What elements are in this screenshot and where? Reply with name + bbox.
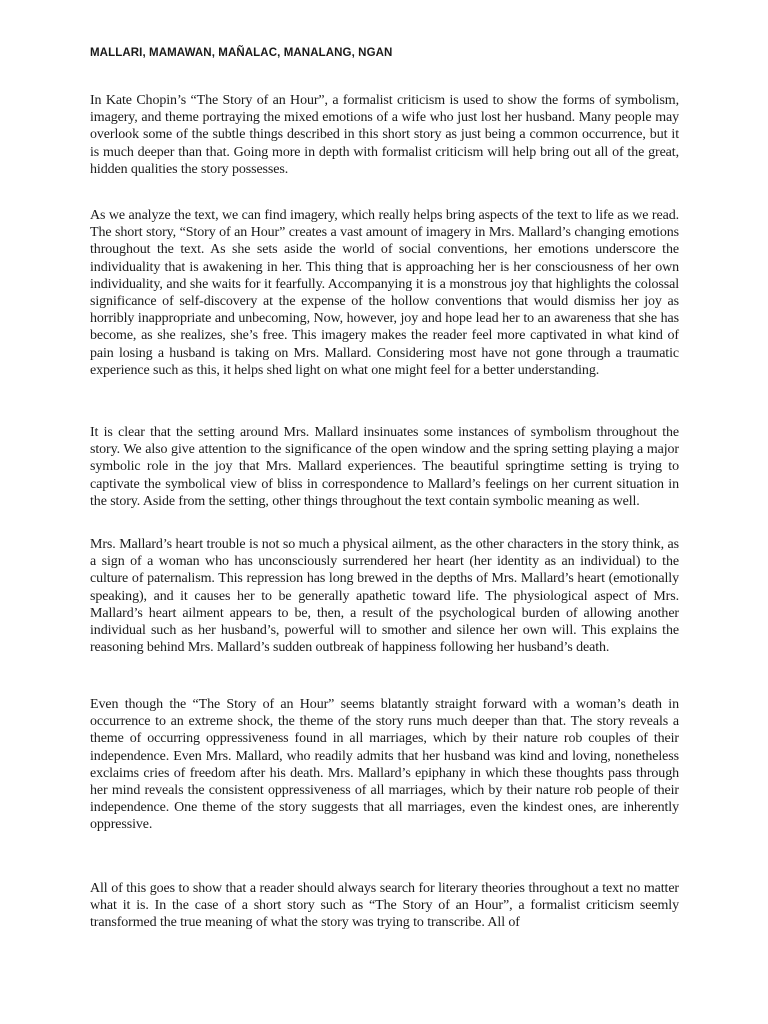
paragraph-conclusion: All of this goes to show that a reader should always search for literary theories throughout a text no matter what it is. In the case of a short story such as “The Story of an Hour”, a formalist criticism seemly transformed the true meaning of what the story was trying to transcribe. All of	[90, 881, 679, 931]
paragraph-imagery: As we analyze the text, we can find imagery, which really helps bring aspects of the text to life as we read. The short story, “Story of an Hour” creates a vast amount of imagery in Mrs. Mallard’s changing emotions throughout the text. As she sets aside the world of social conventions, her emotions underscore the individuality that is awakening in her. This thing that is approaching her is her consciousness of her own individuality, and she waits for it fearfully. Accompanying it is a monstrous joy that highlights the colossal significance of self-discovery at the expense of the hollow conventions that would dismiss her joy as horribly inappropriate and unbecoming, Now, however, joy and hope lead her to an awareness that she has become, as she realizes, she’s free. This imagery makes the reader feel more captivated in what kind of pain losing a husband is taking on Mrs. Mallard. Considering most have not gone through a traumatic experience such as this, it helps shed light on what one might feel for a better understanding.	[90, 208, 679, 378]
paragraph-theme: Even though the “The Story of an Hour” seems blatantly straight forward with a woman’s death in occurrence to an extreme shock, the theme of the story runs much deeper than that. The story reveals a theme of occurring oppressiveness found in all marriages, which by their nature rob couples of their independence. Even Mrs. Mallard, who readily admits that her husband was kind and loving, nonetheless exclaims cries of freedom after his death. Mrs. Mallard’s epiphany in which these thoughts pass through her mind reveals the consistent oppressiveness of all marriages, which by their nature rob people of their independence. One theme of the story suggests that all marriages, even the kindest ones, are inherently oppressive.	[90, 697, 679, 833]
paragraph-introduction: In Kate Chopin’s “The Story of an Hour”, a formalist criticism is used to show the forms of symbolism, imagery, and theme portraying the mixed emotions of a wife who just lost her husband. Many people may overlook some of the subtle things described in this short story as just being a common occurrence, but it is much deeper than that. Going more in depth with formalist criticism will help bring out all of the great, hidden qualities the story possesses.	[90, 93, 679, 177]
paragraph-symbolism-heart: Mrs. Mallard’s heart trouble is not so much a physical ailment, as the other characters in the story think, as a sign of a woman who has unconsciously surrendered her heart (her identity as an individual) to the culture of paternalism. This repression has long brewed in the depths of Mrs. Mallard’s heart (emotionally speaking), and it causes her to be generally apathetic toward life. The physiological aspect of Mrs. Mallard’s heart ailment appears to be, then, a result of the psychological burden of allowing another individual such as her husband’s, powerful will to smother and silence her own will. This explains the reasoning behind Mrs. Mallard’s sudden outbreak of happiness following her husband’s death.	[90, 537, 679, 656]
author-names: MALLARI, MAMAWAN, MAÑALAC, MANALANG, NGAN	[90, 47, 393, 59]
paragraph-symbolism-setting: It is clear that the setting around Mrs. Mallard insinuates some instances of symbolism throughout the story. We also give attention to the significance of the open window and the spring setting playing a major symbolic role in the joy that Mrs. Mallard experiences. The beautiful springtime setting is trying to captivate the symbolical view of bliss in correspondence to Mallard’s feelings on her current situation in the story. Aside from the setting, other things throughout the text contain symbolic meaning as well.	[90, 425, 679, 509]
